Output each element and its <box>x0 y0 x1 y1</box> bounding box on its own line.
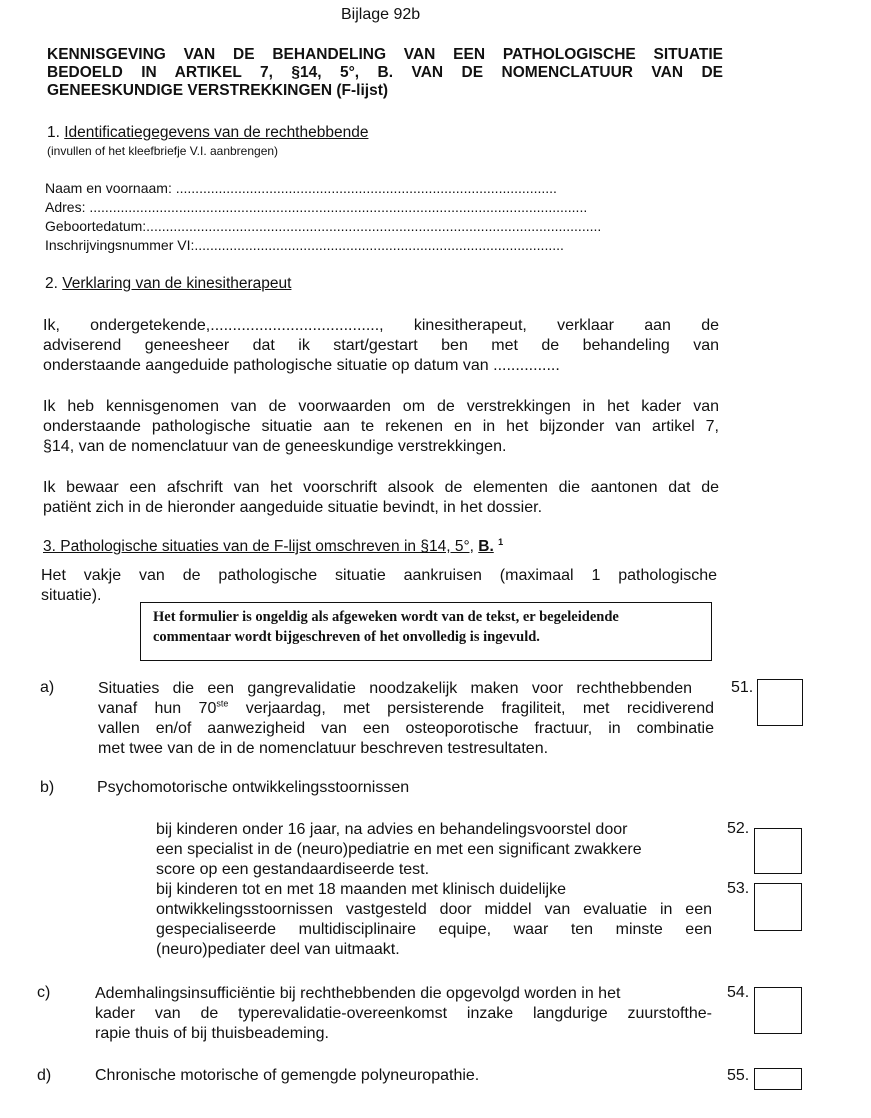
item-a-age: vanaf hun 70 <box>98 700 217 717</box>
item-a-line: Situaties die een gangrevalidatie noodzakelijk maken voor rechthebbenden <box>98 680 692 697</box>
instruction-line: situatie). <box>41 587 102 604</box>
instruction-line: Het vakje van de pathologische situatie aankruisen (maximaal 1 pathologische <box>41 567 717 584</box>
item-b1-line: score op een gestandaardiseerde test. <box>156 861 430 878</box>
warning-box <box>140 602 712 661</box>
item-d-code: 55. <box>727 1067 750 1084</box>
section1-title: Identificatiegegevens van de rechthebbende <box>64 124 369 141</box>
item-letter: d) <box>37 1067 52 1084</box>
item-b2-line: ontwikkelingsstoornissen vastgesteld door middel van evaluatie in een <box>156 901 712 918</box>
warning-line: commentaar wordt bijgeschreven of het onvolledig is ingevuld. <box>153 629 540 645</box>
section1-note: (invullen of het kleefbriefje V.I. aanbrengen) <box>47 144 279 158</box>
item-b1-line: een specialist in de (neuro)pediatrie en met een significant zwakkere <box>156 841 642 858</box>
item-d-text: Chronische motorische of gemengde polyneuropathie. <box>95 1067 480 1084</box>
declaration-line: §14, van de nomenclatuur van de geneeskundige verstrekkingen. <box>43 438 507 455</box>
item-letter: a) <box>40 679 55 696</box>
item-b2-line: gespecialiseerde multidisciplinaire equipe, waar ten minste een <box>156 921 712 938</box>
item-a-line: met twee van de in de nomenclatuur beschreven testresultaten. <box>98 740 549 757</box>
item-c-line: Ademhalingsinsufficiëntie bij rechthebbenden die opgevolgd worden in het <box>95 985 621 1002</box>
item-c-line: kader van de typerevalidatie-overeenkomst inzake langdurige zuurstofthe- <box>95 1005 712 1022</box>
item-c-code: 54. <box>727 984 750 1001</box>
section3-title-bold: B. <box>478 538 494 555</box>
declaration-line: onderstaande pathologische situatie aan te rekenen en in het bijzonder van artikel 7, <box>43 418 719 435</box>
title-line-1: KENNISGEVING VAN DE BEHANDELING VAN EEN PATHOLOGISCHE SITUATIE <box>47 46 723 63</box>
checkbox-51[interactable] <box>757 679 803 726</box>
item-a-code: 51. <box>731 679 754 696</box>
item-b2-code: 53. <box>727 880 750 897</box>
field-address[interactable]: Adres: ................................................................................................................................ <box>45 199 588 215</box>
checkbox-53[interactable] <box>754 883 802 931</box>
title-line-3: GENEESKUNDIGE VERSTREKKINGEN (F-lijst) <box>47 82 389 99</box>
warning-line: Het formulier is ongeldig als afgeweken wordt van de tekst, er begeleidende <box>153 609 619 625</box>
footnote-mark: 1 <box>498 536 504 547</box>
section3-title: 3. Pathologische situaties van de F-lijst omschreven in §14, 5°, <box>43 538 474 555</box>
declaration-line: Ik heb kennisgenomen van de voorwaarden om de verstrekkingen in het kader van <box>43 398 719 415</box>
section2-heading <box>45 275 291 293</box>
item-c-line: rapie thuis of bij thuisbeademing. <box>95 1025 329 1042</box>
section3-heading <box>43 538 503 556</box>
checkbox-55[interactable] <box>754 1068 802 1090</box>
item-b1-line: bij kinderen onder 16 jaar, na advies en behandelingsvoorstel door <box>156 821 628 838</box>
checkbox-52[interactable] <box>754 828 802 874</box>
title-line-2: BEDOELD IN ARTIKEL 7, §14, 5°, B. VAN DE NOMENCLATUUR VAN DE <box>47 64 723 81</box>
field-birthdate[interactable]: Geboortedatum:..................................................................................................................... <box>45 218 602 234</box>
section1-heading <box>47 124 368 142</box>
item-a-line: vallen en/of aanwezigheid van een osteoporotische fractuur, in combinatie <box>98 720 714 737</box>
field-name[interactable]: Naam en voornaam: .................................................................................................. <box>45 180 557 196</box>
section1-number: 1. <box>47 124 60 141</box>
item-letter: c) <box>37 984 51 1001</box>
item-b2-line: bij kinderen tot en met 18 maanden met klinisch duidelijke <box>156 881 567 898</box>
item-a-line <box>98 699 714 719</box>
item-b-title: Psychomotorische ontwikkelingsstoornissen <box>97 779 410 796</box>
annex-label: Bijlage 92b <box>341 6 421 23</box>
item-letter: b) <box>40 779 55 796</box>
declaration-line: adviserend geneesheer dat ik start/gestart ben met de behandeling van <box>43 337 719 354</box>
item-b1-code: 52. <box>727 820 750 837</box>
declaration-line: patiënt zich in de hieronder aangeduide situatie bevindt, in het dossier. <box>43 499 543 516</box>
declaration-line[interactable]: onderstaande aangeduide pathologische situatie op datum van ............... <box>43 357 560 374</box>
declaration-line: Ik bewaar een afschrift van het voorschrift alsook de elementen die aantonen dat de <box>43 479 719 496</box>
section2-title: Verklaring van de kinesitherapeut <box>62 275 292 292</box>
declaration-line[interactable]: Ik, ondergetekende,......................................, kinesitherapeut, verklaar aan de <box>43 317 719 334</box>
checkbox-54[interactable] <box>754 987 802 1034</box>
item-a-sup: ste <box>216 698 229 709</box>
section2-number: 2. <box>45 275 58 292</box>
item-b2-line: (neuro)pediater deel van uitmaakt. <box>156 941 400 958</box>
field-registration-number[interactable]: Inschrijvingsnummer VI:............................................................................................... <box>45 237 564 253</box>
item-a-line2-rest: verjaardag, met persisterende fragiliteit, met recidiverend <box>228 700 714 717</box>
